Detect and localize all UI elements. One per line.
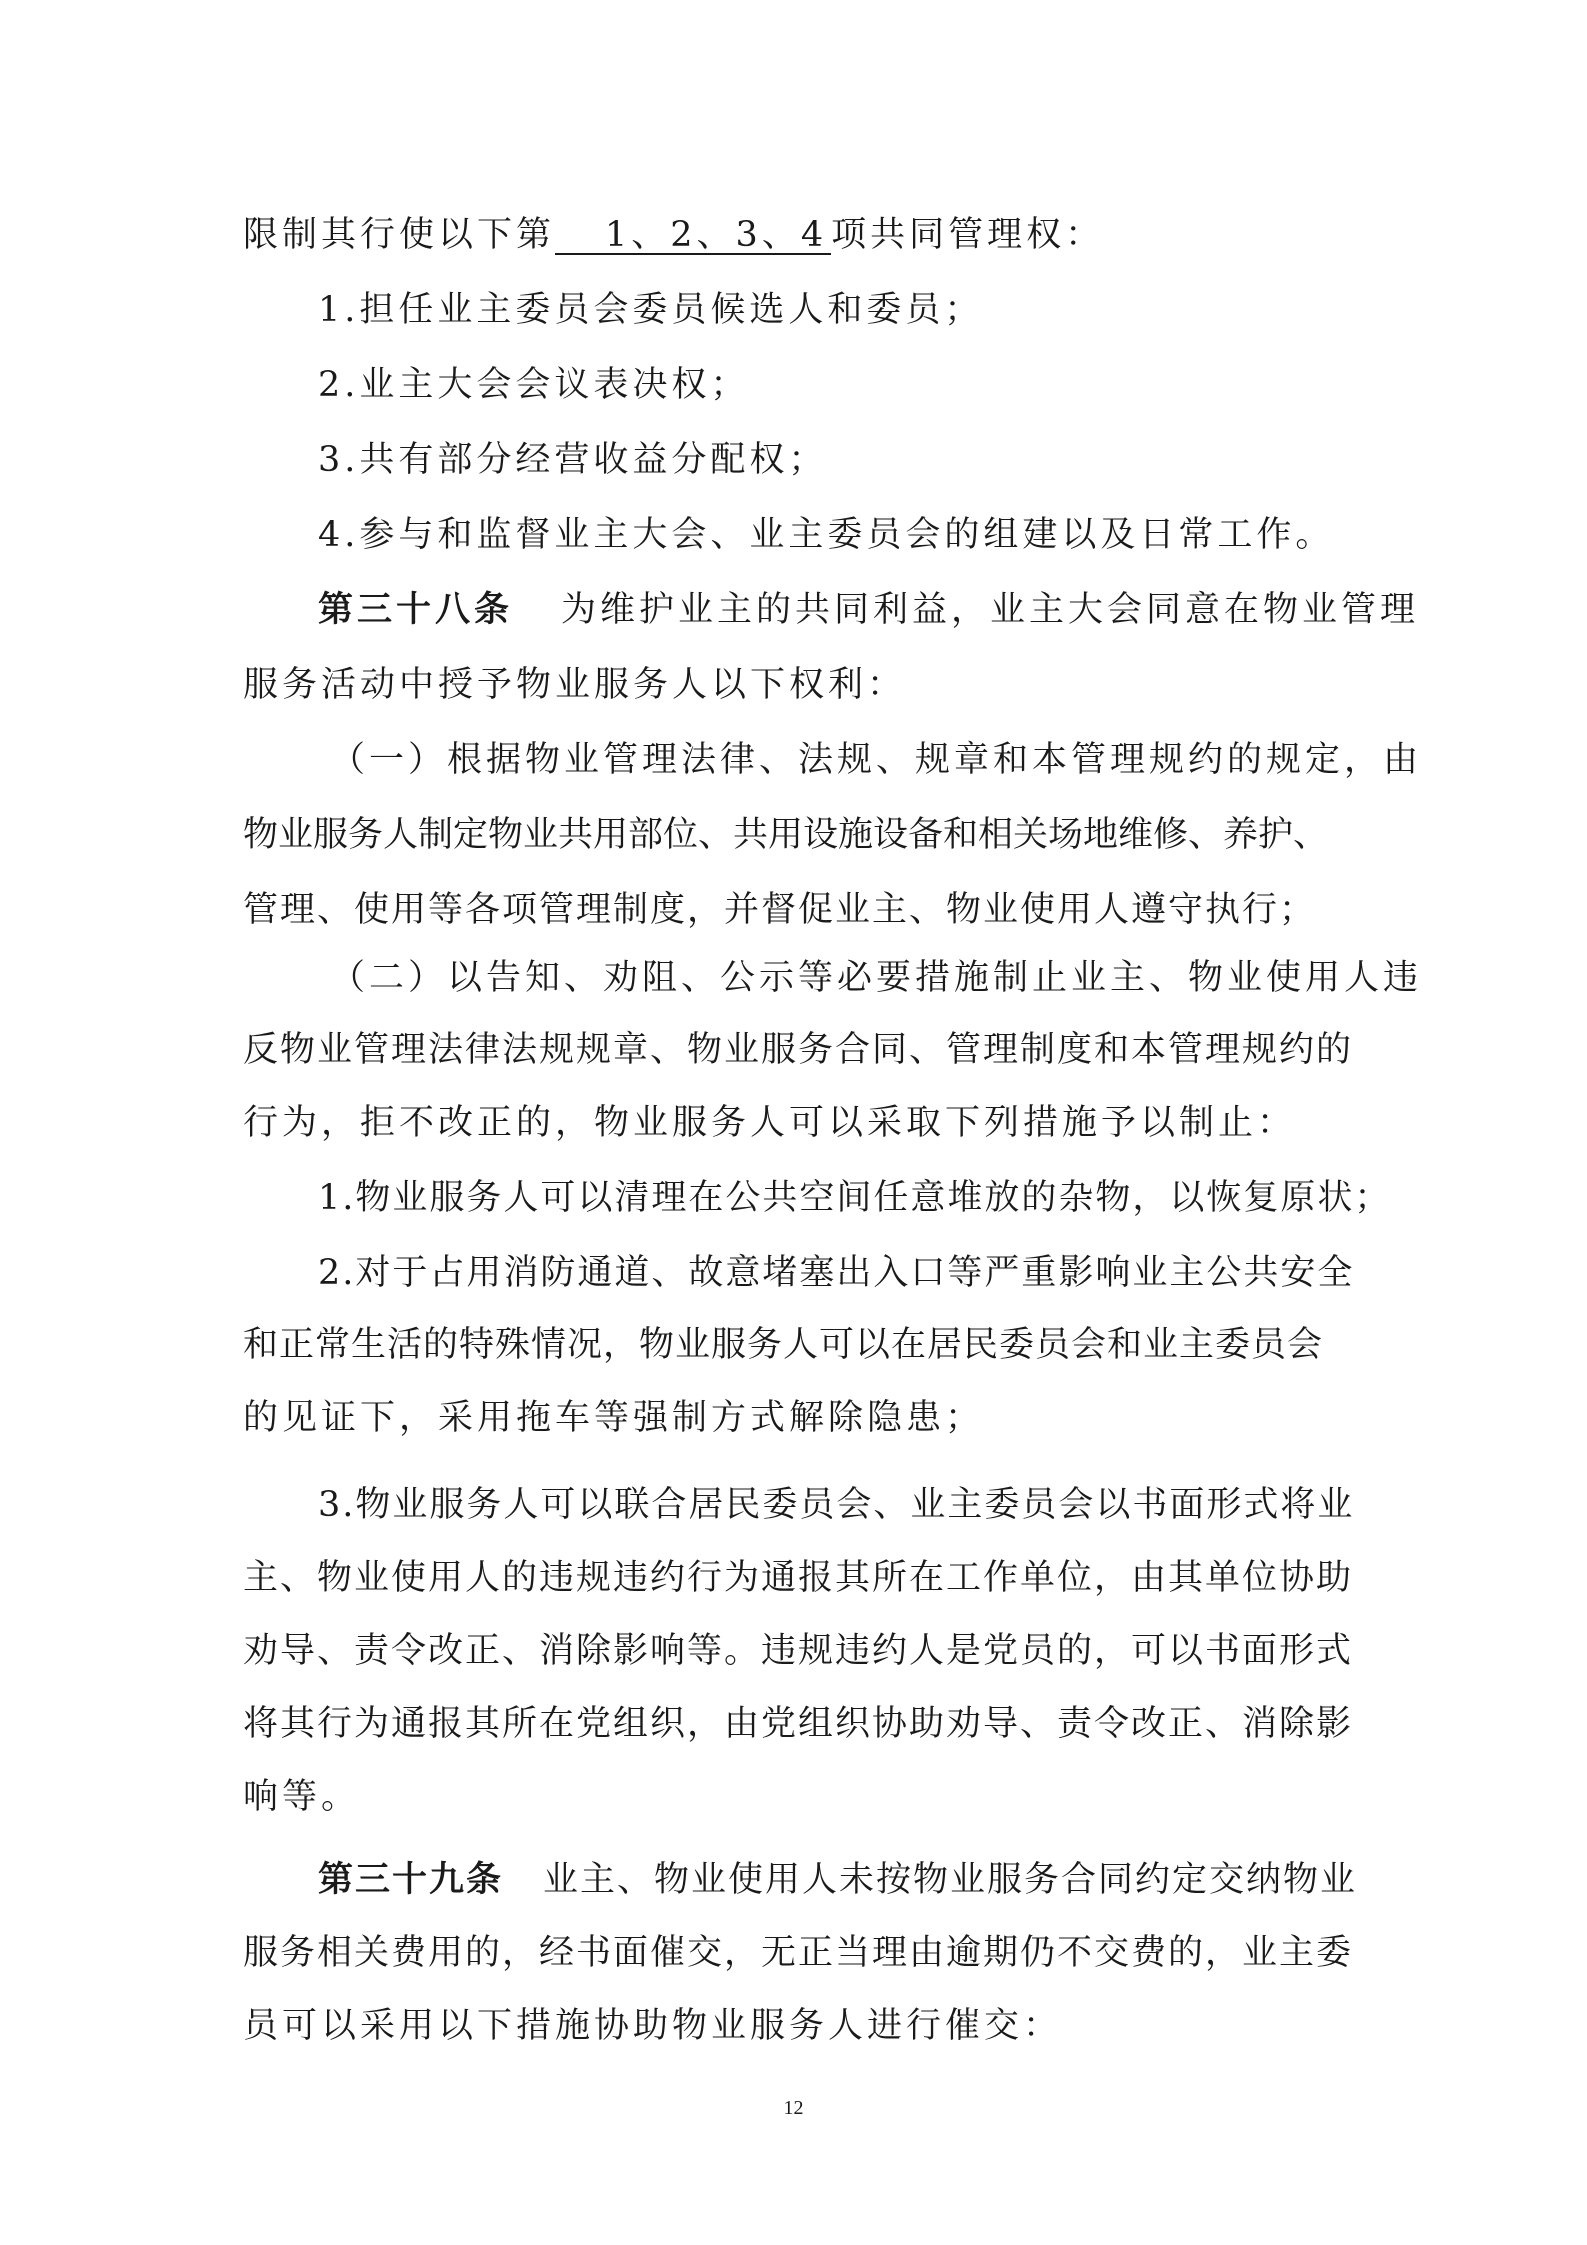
line-prefix: 限制其行使以下第 (243, 215, 556, 255)
text-line-10: 管理、使用等各项管理制度，并督促业主、物业使用人遵守执行； (243, 890, 1317, 930)
text-line-24: 服务相关费用的，经书面催交，无正当理由逾期仍不交费的，业主委 (243, 1933, 1354, 1973)
text-line-6 (318, 590, 1419, 630)
text-line-9: 物业服务人制定物业共用部位、共用设施设备和相关场地维修、养护、 (243, 815, 1329, 855)
text-line-1 (243, 215, 1104, 255)
text-line-11: （二）以告知、劝阻、公示等必要措施制止业主、物业使用人违 (330, 958, 1423, 998)
text-line-15: 2.对于占用消防通道、故意堵塞出入口等严重影响业主公共安全 (318, 1253, 1355, 1293)
text-line-21: 将其行为通报其所在党组织，由党组织协助劝导、责令改正、消除影 (243, 1704, 1354, 1744)
article-text: 业主、物业使用人未按物业服务合同约定交纳物业 (543, 1860, 1358, 1900)
text-line-12: 反物业管理法律法规规章、物业服务合同、管理制度和本管理规约的 (243, 1030, 1354, 1070)
filled-blank: 1、2、3、4 (555, 217, 831, 255)
text-line-17: 的见证下，采用拖车等强制方式解除隐患； (243, 1398, 985, 1438)
page-number: 12 (783, 2097, 804, 2119)
text-line-18: 3.物业服务人可以联合居民委员会、业主委员会以书面形式将业 (318, 1485, 1355, 1525)
text-line-3: 2.业主大会会议表决权； (318, 365, 750, 405)
text-line-14: 1.物业服务人可以清理在公共空间任意堆放的杂物，以恢复原状； (318, 1178, 1392, 1218)
article-text: 为维护业主的共同利益，业主大会同意在物业管理 (561, 590, 1420, 630)
text-line-22: 响等。 (243, 1777, 361, 1817)
text-line-4: 3.共有部分经营收益分配权； (318, 440, 828, 480)
text-line-13: 行为，拒不改正的，物业服务人可以采取下列措施予以制止： (243, 1103, 1297, 1143)
text-line-7: 服务活动中授予物业服务人以下权利： (243, 665, 907, 705)
text-line-5: 4.参与和监督业主大会、业主委员会的组建以及日常工作。 (318, 515, 1335, 555)
article-heading: 第三十九条 (318, 1859, 504, 1900)
text-line-19: 主、物业使用人的违规违约行为通报其所在工作单位，由其单位协助 (243, 1558, 1354, 1598)
text-line-16: 和正常生活的特殊情况，物业服务人可以在居民委员会和业主委员会 (243, 1325, 1324, 1365)
line-suffix: 项共同管理权： (831, 215, 1105, 255)
article-heading: 第三十八条 (318, 589, 514, 630)
text-line-25: 员可以采用以下措施协助物业服务人进行催交： (243, 2006, 1063, 2046)
text-line-2: 1.担任业主委员会委员候选人和委员； (318, 290, 984, 330)
text-line-8: （一）根据物业管理法律、法规、规章和本管理规约的规定，由 (330, 740, 1423, 780)
text-line-23 (318, 1860, 1357, 1900)
text-line-20: 劝导、责令改正、消除影响等。违规违约人是党员的，可以书面形式 (243, 1631, 1354, 1671)
